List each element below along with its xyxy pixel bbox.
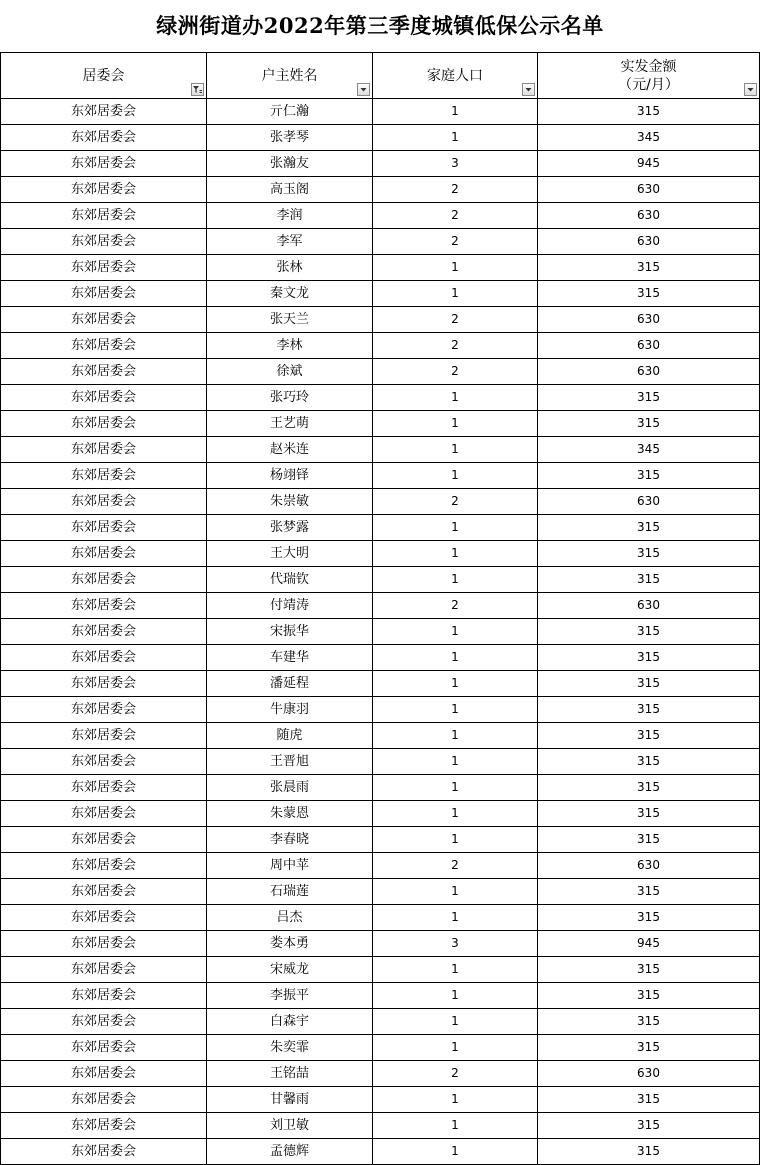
- table-row: [1, 1139, 760, 1165]
- cell-committee: 东郊居委会: [1, 645, 207, 671]
- cell-family-size: 2: [373, 359, 538, 385]
- cell-amount: 315: [538, 541, 760, 567]
- cell-family-size: 1: [373, 1035, 538, 1061]
- table-row: [1, 411, 760, 437]
- table-row: [1, 125, 760, 151]
- cell-family-size: 3: [373, 151, 538, 177]
- cell-family-size: 2: [373, 307, 538, 333]
- cell-family-size: 1: [373, 775, 538, 801]
- cell-householder: 李润: [207, 203, 373, 229]
- cell-family-size: 1: [373, 645, 538, 671]
- table-row: [1, 177, 760, 203]
- cell-committee: 东郊居委会: [1, 463, 207, 489]
- cell-householder: 杨翊铎: [207, 463, 373, 489]
- cell-householder: 潘延程: [207, 671, 373, 697]
- filter-active-icon[interactable]: [191, 83, 204, 96]
- cell-amount: 945: [538, 151, 760, 177]
- cell-householder: 徐斌: [207, 359, 373, 385]
- cell-family-size: 1: [373, 905, 538, 931]
- cell-family-size: 1: [373, 515, 538, 541]
- table-row: [1, 853, 760, 879]
- table-row: [1, 255, 760, 281]
- cell-amount: 630: [538, 333, 760, 359]
- header-amount-line2: （元/月）: [618, 76, 679, 93]
- cell-householder: 刘卫敏: [207, 1113, 373, 1139]
- cell-amount: 315: [538, 385, 760, 411]
- cell-committee: 东郊居委会: [1, 281, 207, 307]
- cell-committee: 东郊居委会: [1, 697, 207, 723]
- cell-committee: 东郊居委会: [1, 333, 207, 359]
- cell-amount: 315: [538, 775, 760, 801]
- cell-householder: 张孝琴: [207, 125, 373, 151]
- cell-family-size: 1: [373, 1113, 538, 1139]
- cell-family-size: 1: [373, 1087, 538, 1113]
- cell-householder: 李林: [207, 333, 373, 359]
- header-committee: [1, 53, 207, 99]
- cell-householder: 周中苹: [207, 853, 373, 879]
- cell-family-size: 1: [373, 281, 538, 307]
- cell-householder: 王大明: [207, 541, 373, 567]
- table-row: [1, 801, 760, 827]
- cell-householder: 甘馨雨: [207, 1087, 373, 1113]
- table-row: [1, 905, 760, 931]
- cell-family-size: 1: [373, 697, 538, 723]
- cell-householder: 张梦露: [207, 515, 373, 541]
- cell-householder: 李春晓: [207, 827, 373, 853]
- dropdown-arrow-icon[interactable]: [744, 83, 757, 96]
- header-householder-label: 户主姓名: [261, 67, 318, 84]
- cell-householder: 李军: [207, 229, 373, 255]
- cell-amount: 315: [538, 463, 760, 489]
- cell-committee: 东郊居委会: [1, 99, 207, 125]
- cell-householder: 孟德辉: [207, 1139, 373, 1165]
- cell-householder: 王铭喆: [207, 1061, 373, 1087]
- dropdown-arrow-icon[interactable]: [357, 83, 370, 96]
- cell-family-size: 1: [373, 1009, 538, 1035]
- table-row: [1, 1009, 760, 1035]
- cell-amount: 630: [538, 1061, 760, 1087]
- cell-committee: 东郊居委会: [1, 177, 207, 203]
- header-amount: [538, 53, 760, 99]
- cell-committee: 东郊居委会: [1, 255, 207, 281]
- cell-family-size: 1: [373, 255, 538, 281]
- header-family-size-label: 家庭人口: [427, 67, 483, 84]
- cell-householder: 张天兰: [207, 307, 373, 333]
- table-row: [1, 1061, 760, 1087]
- table-row: [1, 645, 760, 671]
- cell-committee: 东郊居委会: [1, 801, 207, 827]
- cell-committee: 东郊居委会: [1, 853, 207, 879]
- cell-amount: 315: [538, 1009, 760, 1035]
- cell-committee: 东郊居委会: [1, 411, 207, 437]
- cell-committee: 东郊居委会: [1, 307, 207, 333]
- cell-amount: 315: [538, 411, 760, 437]
- cell-amount: 345: [538, 125, 760, 151]
- table-row: [1, 879, 760, 905]
- cell-householder: 宋威龙: [207, 957, 373, 983]
- table-row: [1, 957, 760, 983]
- cell-family-size: 2: [373, 593, 538, 619]
- table-body: [1, 99, 760, 1165]
- cell-amount: 315: [538, 827, 760, 853]
- cell-amount: 315: [538, 723, 760, 749]
- cell-family-size: 1: [373, 385, 538, 411]
- cell-committee: 东郊居委会: [1, 1061, 207, 1087]
- header-family-size: [373, 53, 538, 99]
- cell-family-size: 1: [373, 567, 538, 593]
- cell-amount: 315: [538, 749, 760, 775]
- cell-committee: 东郊居委会: [1, 723, 207, 749]
- cell-householder: 张巧玲: [207, 385, 373, 411]
- cell-householder: 秦文龙: [207, 281, 373, 307]
- cell-amount: 315: [538, 1113, 760, 1139]
- cell-committee: 东郊居委会: [1, 593, 207, 619]
- cell-family-size: 1: [373, 541, 538, 567]
- cell-amount: 630: [538, 203, 760, 229]
- cell-householder: 亓仁瀚: [207, 99, 373, 125]
- cell-committee: 东郊居委会: [1, 957, 207, 983]
- cell-family-size: 2: [373, 333, 538, 359]
- cell-committee: 东郊居委会: [1, 385, 207, 411]
- cell-householder: 赵米连: [207, 437, 373, 463]
- table-row: [1, 359, 760, 385]
- cell-amount: 630: [538, 177, 760, 203]
- cell-family-size: 1: [373, 801, 538, 827]
- cell-householder: 随虎: [207, 723, 373, 749]
- table-row: [1, 697, 760, 723]
- table-row: [1, 827, 760, 853]
- cell-amount: 630: [538, 853, 760, 879]
- table-row: [1, 99, 760, 125]
- cell-householder: 张晨雨: [207, 775, 373, 801]
- cell-family-size: 1: [373, 749, 538, 775]
- cell-householder: 张瀚友: [207, 151, 373, 177]
- cell-committee: 东郊居委会: [1, 567, 207, 593]
- cell-family-size: 1: [373, 957, 538, 983]
- cell-householder: 张林: [207, 255, 373, 281]
- cell-committee: 东郊居委会: [1, 151, 207, 177]
- table-row: [1, 385, 760, 411]
- cell-amount: 315: [538, 801, 760, 827]
- cell-householder: 宋振华: [207, 619, 373, 645]
- table-row: [1, 619, 760, 645]
- cell-amount: 630: [538, 307, 760, 333]
- cell-family-size: 1: [373, 723, 538, 749]
- cell-committee: 东郊居委会: [1, 905, 207, 931]
- cell-householder: 娄本勇: [207, 931, 373, 957]
- cell-amount: 315: [538, 1087, 760, 1113]
- cell-committee: 东郊居委会: [1, 125, 207, 151]
- cell-householder: 李振平: [207, 983, 373, 1009]
- table-row: [1, 775, 760, 801]
- cell-committee: 东郊居委会: [1, 983, 207, 1009]
- cell-householder: 石瑞莲: [207, 879, 373, 905]
- cell-family-size: 1: [373, 827, 538, 853]
- cell-family-size: 1: [373, 99, 538, 125]
- cell-committee: 东郊居委会: [1, 749, 207, 775]
- cell-committee: 东郊居委会: [1, 437, 207, 463]
- cell-family-size: 2: [373, 177, 538, 203]
- cell-amount: 315: [538, 619, 760, 645]
- cell-committee: 东郊居委会: [1, 619, 207, 645]
- cell-family-size: 2: [373, 229, 538, 255]
- cell-amount: 345: [538, 437, 760, 463]
- cell-householder: 吕杰: [207, 905, 373, 931]
- table-row: [1, 671, 760, 697]
- cell-householder: 付靖涛: [207, 593, 373, 619]
- dropdown-arrow-icon[interactable]: [522, 83, 535, 96]
- cell-committee: 东郊居委会: [1, 1139, 207, 1165]
- cell-family-size: 3: [373, 931, 538, 957]
- table-row: [1, 593, 760, 619]
- cell-committee: 东郊居委会: [1, 515, 207, 541]
- table-row: [1, 983, 760, 1009]
- cell-amount: 315: [538, 671, 760, 697]
- cell-amount: 315: [538, 645, 760, 671]
- cell-amount: 315: [538, 515, 760, 541]
- cell-householder: 车建华: [207, 645, 373, 671]
- header-amount-line1: 实发金额: [620, 58, 677, 75]
- cell-householder: 朱崇敏: [207, 489, 373, 515]
- table-row: [1, 281, 760, 307]
- cell-family-size: 2: [373, 203, 538, 229]
- cell-family-size: 1: [373, 125, 538, 151]
- cell-householder: 代瑞钦: [207, 567, 373, 593]
- cell-family-size: 1: [373, 411, 538, 437]
- table-row: [1, 749, 760, 775]
- cell-committee: 东郊居委会: [1, 1035, 207, 1061]
- cell-amount: 315: [538, 255, 760, 281]
- cell-committee: 东郊居委会: [1, 229, 207, 255]
- table-row: [1, 931, 760, 957]
- cell-family-size: 1: [373, 879, 538, 905]
- table-row: [1, 229, 760, 255]
- cell-committee: 东郊居委会: [1, 827, 207, 853]
- cell-amount: 630: [538, 229, 760, 255]
- cell-householder: 朱蒙恩: [207, 801, 373, 827]
- cell-family-size: 2: [373, 1061, 538, 1087]
- cell-amount: 315: [538, 697, 760, 723]
- cell-committee: 东郊居委会: [1, 1009, 207, 1035]
- table-row: [1, 1087, 760, 1113]
- cell-householder: 牛康羽: [207, 697, 373, 723]
- header-amount-label: [618, 58, 679, 94]
- cell-amount: 630: [538, 359, 760, 385]
- cell-committee: 东郊居委会: [1, 775, 207, 801]
- table-row: [1, 437, 760, 463]
- roster-table: [0, 52, 760, 1165]
- header-householder: [207, 53, 373, 99]
- header-committee-label: 居委会: [82, 67, 125, 84]
- cell-family-size: 1: [373, 671, 538, 697]
- cell-committee: 东郊居委会: [1, 1087, 207, 1113]
- cell-amount: 315: [538, 281, 760, 307]
- cell-committee: 东郊居委会: [1, 671, 207, 697]
- cell-amount: 315: [538, 957, 760, 983]
- cell-family-size: 2: [373, 489, 538, 515]
- cell-amount: 315: [538, 99, 760, 125]
- cell-family-size: 1: [373, 437, 538, 463]
- cell-householder: 王艺萌: [207, 411, 373, 437]
- table-row: [1, 333, 760, 359]
- cell-amount: 315: [538, 1035, 760, 1061]
- table-row: [1, 307, 760, 333]
- cell-committee: 东郊居委会: [1, 931, 207, 957]
- cell-family-size: 1: [373, 619, 538, 645]
- cell-family-size: 1: [373, 463, 538, 489]
- cell-amount: 630: [538, 489, 760, 515]
- cell-householder: 王晋旭: [207, 749, 373, 775]
- cell-committee: 东郊居委会: [1, 203, 207, 229]
- page-title: 绿洲街道办2022年第三季度城镇低保公示名单: [156, 13, 604, 38]
- cell-amount: 315: [538, 1139, 760, 1165]
- cell-family-size: 1: [373, 983, 538, 1009]
- table-row: [1, 515, 760, 541]
- cell-committee: 东郊居委会: [1, 359, 207, 385]
- table-row: [1, 723, 760, 749]
- cell-committee: 东郊居委会: [1, 489, 207, 515]
- cell-householder: 白森宇: [207, 1009, 373, 1035]
- cell-amount: 315: [538, 983, 760, 1009]
- cell-family-size: 1: [373, 1139, 538, 1165]
- cell-committee: 东郊居委会: [1, 541, 207, 567]
- cell-amount: 315: [538, 567, 760, 593]
- table-row: [1, 489, 760, 515]
- header-row: [1, 53, 760, 99]
- cell-householder: 高玉阁: [207, 177, 373, 203]
- table-row: [1, 541, 760, 567]
- cell-amount: 315: [538, 905, 760, 931]
- cell-amount: 315: [538, 879, 760, 905]
- cell-committee: 东郊居委会: [1, 1113, 207, 1139]
- table-row: [1, 463, 760, 489]
- cell-amount: 945: [538, 931, 760, 957]
- cell-committee: 东郊居委会: [1, 879, 207, 905]
- cell-householder: 朱奕霏: [207, 1035, 373, 1061]
- table-row: [1, 151, 760, 177]
- table-row: [1, 567, 760, 593]
- table-row: [1, 203, 760, 229]
- table-row: [1, 1035, 760, 1061]
- table-row: [1, 1113, 760, 1139]
- cell-family-size: 2: [373, 853, 538, 879]
- cell-amount: 630: [538, 593, 760, 619]
